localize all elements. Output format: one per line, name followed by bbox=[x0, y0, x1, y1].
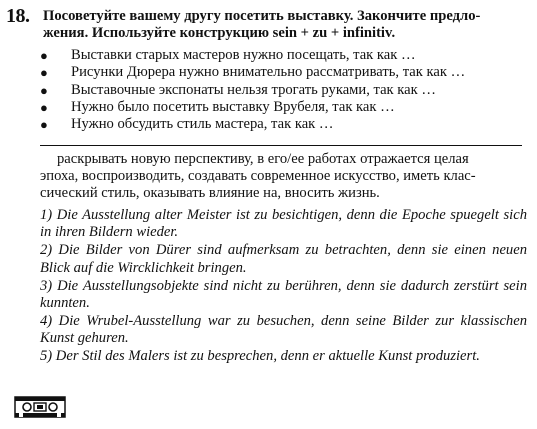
task-instruction bbox=[43, 8, 531, 42]
prompt-text: Нужно обсудить стиль мастера, так как … bbox=[71, 116, 334, 133]
answer-item: 4) Die Wrubel-Ausstellung war zu besuchen, denn seine Bilder zur klassischen Kunst gehuren. bbox=[40, 312, 527, 347]
answer-item: 2) Die Bilder von Dürer sind aufmerksam zu betrachten, denn sie einen neuen Blick auf die Wircklichkeit bringen. bbox=[40, 242, 527, 276]
bullet-icon: ● bbox=[40, 117, 48, 133]
prompt-text: Нужно было посетить выставку Врубеля, так как … bbox=[71, 98, 395, 115]
word-bank-line-2: эпоха, воспроизводить, создавать современное искусство, иметь клас- bbox=[40, 168, 476, 184]
bullet-icon: ● bbox=[40, 82, 48, 98]
answer-list bbox=[40, 207, 527, 366]
task-line-2: жения. Используйте конструкцию sein + zu + infinitiv. bbox=[43, 25, 396, 41]
list-item bbox=[40, 64, 530, 81]
prompt-text: Рисунки Дюрера нужно внимательно рассматривать, так как … bbox=[71, 64, 466, 81]
exercise-number: 18. bbox=[6, 5, 30, 27]
bullet-icon: ● bbox=[40, 99, 48, 115]
answer-item: 5) Der Stil des Malers ist zu besprechen, denn er aktuelle Kunst produziert. bbox=[40, 348, 480, 365]
task-line-1: Посоветуйте вашему другу посетить выставку. Закончите предло- bbox=[43, 8, 481, 24]
word-bank-line-3: сический стиль, оказывать влияние на, вносить жизнь. bbox=[40, 185, 380, 201]
list-item bbox=[40, 116, 530, 133]
answer-item: 1) Die Ausstellung alter Meister ist zu besichtigen, denn die Epoche spuegelt sich in ihren Bildern wieder. bbox=[40, 207, 527, 241]
list-item bbox=[40, 47, 530, 64]
bullet-icon: ● bbox=[40, 48, 48, 63]
cassette-tape-icon bbox=[14, 396, 66, 418]
word-bank bbox=[40, 151, 527, 202]
prompt-text: Выставки старых мастеров нужно посещать, так как … bbox=[71, 47, 416, 63]
prompt-list bbox=[40, 47, 530, 133]
answer-item: 3) Die Ausstellungsobjekte sind nicht zu berühren, denn sie dadurch zerstürt sein kunnten. bbox=[40, 277, 527, 312]
bullet-icon: ● bbox=[40, 65, 48, 81]
list-item bbox=[40, 82, 530, 99]
word-bank-line-1: раскрывать новую перспективу, в его/ее работах отражается целая bbox=[57, 151, 469, 167]
prompt-text: Выставочные экспонаты нельзя трогать руками, так как … bbox=[71, 81, 436, 98]
divider bbox=[40, 145, 522, 146]
list-item bbox=[40, 99, 530, 116]
